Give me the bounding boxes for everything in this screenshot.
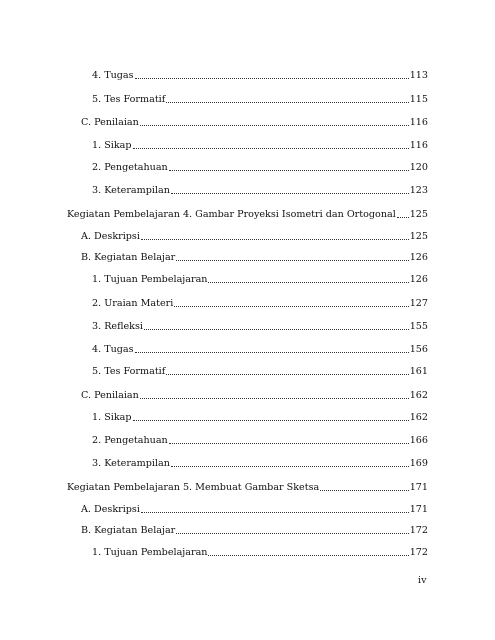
toc-entry-page: 125 — [409, 209, 428, 220]
toc-entry-label: 1. Sikap — [92, 140, 132, 151]
toc-entry-page: 156 — [409, 344, 428, 355]
toc-entry-penilaian — [81, 115, 428, 129]
toc-entry-label: 2. Uraian Materi — [92, 298, 174, 309]
toc-entry-label: 2. Pengetahuan — [92, 162, 168, 173]
toc-entry-page: 116 — [409, 140, 428, 151]
toc-entry-label: 4. Tugas — [92, 70, 134, 81]
toc-entry-label: A. Deskripsi — [81, 231, 140, 242]
toc-entry-page: 127 — [409, 298, 428, 309]
dot-leader — [171, 193, 409, 194]
toc-entry-label: 3. Refleksi — [92, 321, 143, 332]
toc-entry-uraian-materi — [92, 296, 428, 310]
dot-leader — [397, 217, 409, 218]
toc-entry-page: 172 — [409, 525, 428, 536]
toc-entry-tujuan-pembelajaran — [92, 272, 428, 286]
dot-leader — [208, 555, 408, 556]
dot-leader — [169, 170, 409, 171]
dot-leader — [133, 420, 409, 421]
toc-entry-page: 115 — [409, 94, 428, 105]
toc-entry-page: 171 — [409, 504, 428, 515]
dot-leader — [176, 533, 408, 534]
toc-entry-page: 126 — [409, 274, 428, 285]
toc-entry-page: 155 — [409, 321, 428, 332]
toc-entry-page: 162 — [409, 412, 428, 423]
dot-leader — [174, 306, 408, 307]
toc-entry-tujuan-pembelajaran — [92, 545, 428, 559]
toc-entry-keterampilan — [92, 456, 428, 470]
toc-entry-tugas — [92, 342, 428, 356]
toc-entry-label: B. Kegiatan Belajar — [81, 525, 176, 536]
toc-entry-page: 120 — [409, 162, 428, 173]
dot-leader — [135, 78, 409, 79]
toc-entry-label: B. Kegiatan Belajar — [81, 252, 176, 263]
dot-leader — [166, 374, 408, 375]
toc-entry-keterampilan — [92, 183, 428, 197]
dot-leader — [144, 329, 409, 330]
toc-entry-page: 113 — [409, 70, 428, 81]
toc-entry-page: 125 — [409, 231, 428, 242]
toc-entry-sikap — [92, 138, 428, 152]
toc-entry-page: 162 — [409, 390, 428, 401]
toc-entry-label: 4. Tugas — [92, 344, 134, 355]
toc-entry-page: 169 — [409, 458, 428, 469]
toc-entry-label: Kegiatan Pembelajaran 5. Membuat Gambar Sketsa — [67, 482, 320, 493]
toc-entry-label: Kegiatan Pembelajaran 4. Gambar Proyeksi Isometri dan Ortogonal — [67, 209, 396, 220]
toc-entry-tes-formatif — [92, 92, 428, 106]
dot-leader — [171, 466, 409, 467]
toc-entry-page: 172 — [409, 547, 428, 558]
toc-entry-tes-formatif — [92, 364, 428, 378]
toc-entry-page: 171 — [409, 482, 428, 493]
toc-entry-label: 1. Tujuan Pembelajaran — [92, 547, 208, 558]
toc-entry-label: 1. Tujuan Pembelajaran — [92, 274, 208, 285]
toc-entry-page: 123 — [409, 185, 428, 196]
toc-entry-page: 126 — [409, 252, 428, 263]
dot-leader — [208, 282, 408, 283]
toc-entry-pengetahuan — [92, 160, 428, 174]
toc-entry-kegiatan-pembelajaran-5 — [67, 480, 428, 494]
toc-entry-label: 2. Pengetahuan — [92, 435, 168, 446]
toc-entry-deskripsi — [81, 502, 428, 516]
toc-entry-label: C. Penilaian — [81, 117, 139, 128]
dot-leader — [133, 148, 409, 149]
dot-leader — [166, 102, 408, 103]
dot-leader — [141, 239, 409, 240]
toc-entry-label: 5. Tes Formatif — [92, 94, 166, 105]
toc-entry-tugas — [92, 68, 428, 82]
toc-entry-page: 166 — [409, 435, 428, 446]
dot-leader — [135, 352, 409, 353]
toc-entry-deskripsi — [81, 229, 428, 243]
dot-leader — [140, 398, 409, 399]
toc-entry-refleksi — [92, 319, 428, 333]
toc-entry-kegiatan-belajar — [81, 250, 428, 264]
toc-entry-label: 3. Keterampilan — [92, 185, 170, 196]
page-number: iv — [418, 575, 427, 586]
dot-leader — [141, 512, 409, 513]
toc-entry-sikap — [92, 410, 428, 424]
dot-leader — [176, 260, 408, 261]
toc-entry-penilaian — [81, 388, 428, 402]
toc-entry-label: A. Deskripsi — [81, 504, 140, 515]
dot-leader — [169, 443, 409, 444]
toc-entry-pengetahuan — [92, 433, 428, 447]
toc-entry-kegiatan-belajar — [81, 523, 428, 537]
toc-entry-label: 5. Tes Formatif — [92, 366, 166, 377]
dot-leader — [320, 490, 408, 491]
toc-entry-label: C. Penilaian — [81, 390, 139, 401]
toc-entry-label: 3. Keterampilan — [92, 458, 170, 469]
toc-entry-kegiatan-pembelajaran-4 — [67, 207, 428, 221]
toc-entry-page: 116 — [409, 117, 428, 128]
dot-leader — [140, 125, 409, 126]
toc-entry-label: 1. Sikap — [92, 412, 132, 423]
toc-entry-page: 161 — [409, 366, 428, 377]
